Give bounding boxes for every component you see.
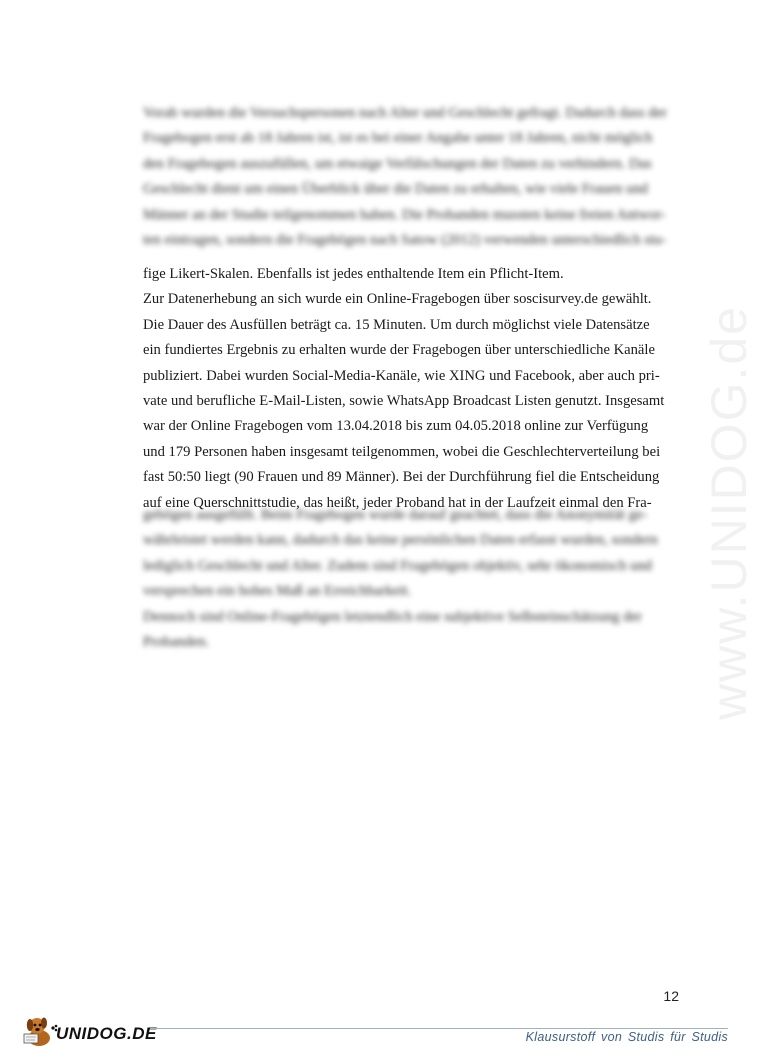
text-line: Männer an der Studie teilgenommen haben. Die Probanden mussten keine freien Antwor- xyxy=(143,206,666,223)
blurred-paragraph-bottom xyxy=(143,503,679,655)
blurred-paragraph-top xyxy=(143,101,679,253)
text-line: Geschlecht dient um einen Überblick über die Daten zu erhalten, wie viele Frauen und xyxy=(143,181,648,198)
text-line: ten eintragen, sondern die Fragebögen nach Satow (2012) verwenden unterschiedlich stu- xyxy=(143,232,667,249)
text-line: fast 50:50 liegt (90 Frauen und 89 Männer). Bei der Durchführung fiel die Entscheidung xyxy=(143,469,660,486)
readable-paragraph xyxy=(143,262,679,516)
footer-tagline: Klausurstoff von Studis für Studis xyxy=(525,1030,728,1044)
text-line: Probanden. xyxy=(143,634,210,651)
text-line: Die Dauer des Ausfüllen beträgt ca. 15 Minuten. Um durch möglichst viele Datensätze xyxy=(143,316,650,333)
footer-divider xyxy=(150,1028,728,1029)
page-number: 12 xyxy=(663,988,679,1004)
text-line: auf eine Querschnittstudie, das heißt, jeder Proband hat in der Laufzeit einmal den Fra- xyxy=(143,494,652,511)
text-line: währleistet werden kann, dadurch das keine persönlichen Daten erfasst wurden, sondern xyxy=(143,532,658,549)
text-line: publiziert. Dabei wurden Social-Media-Kanäle, wie XING und Facebook, aber auch pri- xyxy=(143,367,660,384)
text-line: vate und berufliche E-Mail-Listen, sowie WhatsApp Broadcast Listen genutzt. Insgesamt xyxy=(143,393,665,410)
dog-icon xyxy=(22,1012,58,1048)
text-line: Vorab wurden die Versuchspersonen nach Alter und Geschlecht gefragt. Dadurch dass der xyxy=(143,105,667,121)
logo-text: UNIDOG.DE xyxy=(56,1024,157,1043)
text-line: Dennoch sind Online-Fragebögen letztendlich eine subjektive Selbsteinschätzung der xyxy=(143,608,642,625)
text-line: Zur Datenerhebung an sich wurde ein Online-Fragebogen über soscisurvey.de gewählt. xyxy=(143,291,652,308)
text-line: gebögen ausgefüllt. Beim Fragebogen wurde darauf geachtet, dass die Anonymität ge- xyxy=(143,507,648,523)
text-line: Fragebogen erst ab 18 Jahren ist, ist es bei einer Angabe unter 18 Jahren, nicht möglich xyxy=(143,130,653,147)
text-line: ein fundiertes Ergebnis zu erhalten wurde der Fragebogen über unterschiedliche Kanäle xyxy=(143,342,655,359)
watermark: www.UNIDOG.de xyxy=(701,305,757,720)
unidog-logo xyxy=(22,1012,157,1048)
text-line: war der Online Fragebogen vom 13.04.2018 bis zum 04.05.2018 online zur Verfügung xyxy=(143,418,649,435)
text-line: lediglich Geschlecht und Alter. Zudem sind Fragebögen objektiv, sehr ökonomisch und xyxy=(143,557,652,574)
text-line: versprechen ein hohes Maß an Erreichbarkeit. xyxy=(143,583,412,600)
text-line: fige Likert-Skalen. Ebenfalls ist jedes enthaltende Item ein Pflicht-Item. xyxy=(143,266,564,282)
text-line: den Fragebogen auszufüllen, um etwaige Verfälschungen der Daten zu verhindern. Das xyxy=(143,155,652,172)
text-line: und 179 Personen haben insgesamt teilgenommen, wobei die Geschlechterverteilung bei xyxy=(143,443,661,460)
